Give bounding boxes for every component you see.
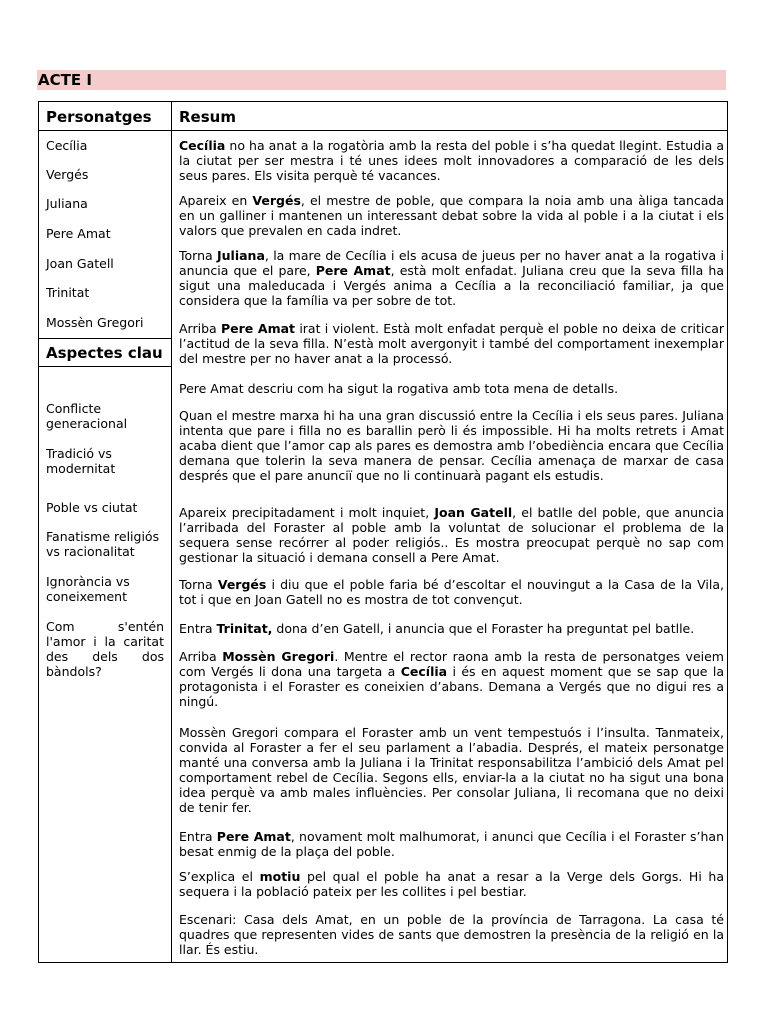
character-cecilia: Cecília xyxy=(46,138,88,153)
aspects-header: Aspectes clau xyxy=(46,344,163,362)
aspects-top-rule xyxy=(39,338,171,339)
character-joan-gatell: Joan Gatell xyxy=(46,256,114,271)
character-verges: Vergés xyxy=(46,167,89,182)
bold-name: Trinitat, xyxy=(216,621,273,636)
bold-name: Cecília xyxy=(179,138,226,153)
summary-table xyxy=(38,101,728,963)
summary-paragraph: Torna Juliana, la mare de Cecília i els acusa de jueus per no haver anat a la rogativa i anuncia que el pare, Pere Amat, està molt enfadat. Juliana creu que la seva filla ha sigut una maleducada i Vergés anima a Cecília a la reconciliació familiar, ja que considera que la família va per sobre de tot. xyxy=(179,248,724,308)
aspect-item: Poble vs ciutat xyxy=(46,500,138,515)
bold-name: Pere Amat xyxy=(315,263,391,278)
bold-name: Pere Amat xyxy=(216,829,291,844)
summary-paragraph: Entra Trinitat, dona d’en Gatell, i anuncia que el Foraster ha preguntat pel batlle. xyxy=(179,621,695,636)
bold-name: motiu xyxy=(259,869,301,884)
character-mossen-gregori: Mossèn Gregori xyxy=(46,315,144,330)
summary-paragraph: Arriba Mossèn Gregori. Mentre el rector raona amb la resta de personatges veiem com Vergés li dona una targeta a Cecília i és en aquest moment que se sap que la protagonista i el Foraster es coneixien d’abans. Demana a Vergés que no digui res a ningú. xyxy=(179,649,724,709)
bold-name: Cecília xyxy=(400,664,448,679)
bold-name: Mossèn Gregori xyxy=(222,649,335,664)
bold-name: Joan Gatell xyxy=(434,505,513,520)
character-trinitat: Trinitat xyxy=(46,285,90,300)
header-rule xyxy=(39,130,727,131)
aspect-item: Ignorància vs coneixement xyxy=(46,574,130,604)
summary-paragraph: Quan el mestre marxa hi ha una gran discussió entre la Cecília i els seus pares. Juliana intenta que pare i filla no es barallin però li és impossible. Hi ha molts retrets i Amat acaba dient que l’amor cap als pares es demostra amb l’obediència encara que Cecília demana que tolerin la seva manera de pensar. Cecília amenaça de marxar de casa després que el pare anunciï que no li continuarà pagant els estudis. xyxy=(179,408,724,483)
summary-paragraph: Entra Pere Amat, novament molt malhumorat, i anunci que Cecília i el Foraster s’han besat enmig de la plaça del poble. xyxy=(179,829,724,859)
aspect-item: Tradició vs modernitat xyxy=(46,446,116,476)
character-juliana: Juliana xyxy=(46,196,88,211)
bold-name: Pere Amat xyxy=(220,321,296,336)
bold-name: Vergés xyxy=(252,193,301,208)
summary-paragraph: Escenari: Casa dels Amat, en un poble de la província de Tarragona. La casa té quadres que representen vides de sants que demostren la presència de la religió en la llar. És estiu. xyxy=(179,912,724,957)
character-pere-amat: Pere Amat xyxy=(46,226,111,241)
bold-name: Juliana xyxy=(217,248,265,263)
summary-paragraph: Pere Amat descriu com ha sigut la rogativa amb tota mena de detalls. xyxy=(179,381,619,396)
characters-header: Personatges xyxy=(46,108,152,126)
aspects-bottom-rule xyxy=(39,366,171,367)
summary-paragraph: Cecília no ha anat a la rogatòria amb la resta del poble i s’ha quedat llegint. Estudia a la ciutat per ser mestra i té unes idees molt innovadores a comparació de les dels seus pares. Els visita perquè té vacances. xyxy=(179,138,724,183)
summary-paragraph: Mossèn Gregori compara el Foraster amb un vent tempestuós i l’insulta. Tanmateix, convida al Foraster a fer el seu parlament a l’abadia. Després, el mateix personatge manté una conversa amb la Juliana i la Trinitat responsabilitza l’ambició dels Amat pel comportament rebel de Cecília. Segons ells, enviar-la a la ciutat no ha sigut una bona idea perquè va amb males influències. Per consolar Juliana, li recomana que no deixi de tenir fer. xyxy=(179,725,724,815)
act-title: ACTE I xyxy=(38,71,92,89)
summary-paragraph: Apareix en Vergés, el mestre de poble, que compara la noia amb una àliga tancada en un galliner i mantenen un interessant debat sobre la vida al poble i a la ciutat i els valors que prevalen en cada indret. xyxy=(179,193,724,238)
aspect-item: Fanatisme religiós vs racionalitat xyxy=(46,529,160,559)
aspect-item: Conflicte generacional xyxy=(46,401,128,431)
summary-paragraph: Arriba Pere Amat irat i violent. Està molt enfadat perquè el poble no deixa de criticar l’actitud de la seva filla. N’està molt avergonyit i també del comportament inexemplar del mestre per no haver anat a la processó. xyxy=(179,321,724,366)
act-title-band xyxy=(37,70,726,90)
bold-name: Vergés xyxy=(217,577,267,592)
aspect-item: Com s'entén l'amor i la caritat des dels dos bàndols? xyxy=(46,619,164,679)
summary-paragraph: Apareix precipitadament i molt inquiet, Joan Gatell, el batlle del poble, que anuncia l’arribada del Foraster al poble amb la voluntat de solucionar el problema de la sequera sense recórrer al poder religiós.. Es mostra preocupat perquè no sap com gestionar la situació i demana consell a Pere Amat. xyxy=(179,505,724,565)
summary-header: Resum xyxy=(179,108,236,126)
summary-paragraph: S’explica el motiu pel qual el poble ha anat a resar a la Verge dels Gorgs. Hi ha sequera i la població pateix per les collites i pel bestiar. xyxy=(179,869,724,899)
summary-paragraph: Torna Vergés i diu que el poble faria bé d’escoltar el nouvingut a la Casa de la Vila, tot i que en Joan Gatell no es mostra de tot convençut. xyxy=(179,577,725,607)
column-divider xyxy=(171,102,172,962)
